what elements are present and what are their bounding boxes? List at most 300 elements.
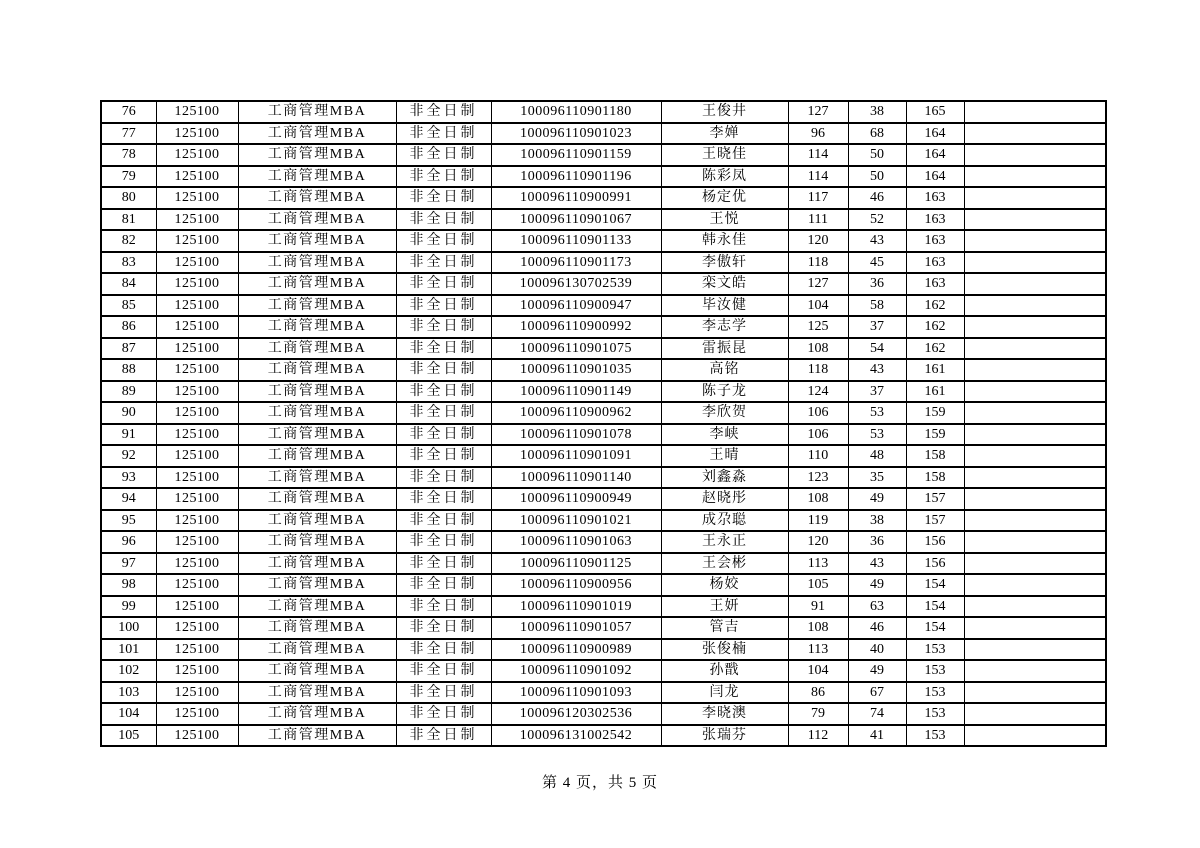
row-number-cell: 76 xyxy=(101,101,156,123)
remark-cell xyxy=(964,381,1106,403)
major-code-cell: 125100 xyxy=(156,553,238,575)
score-1-cell: 118 xyxy=(788,252,848,274)
total-score-cell: 159 xyxy=(906,424,964,446)
major-code-cell: 125100 xyxy=(156,424,238,446)
candidate-name-cell: 毕汝健 xyxy=(661,295,788,317)
study-mode-cell: 非全日制 xyxy=(396,467,491,489)
row-number-cell: 78 xyxy=(101,144,156,166)
study-mode-cell: 非全日制 xyxy=(396,617,491,639)
study-mode-cell: 非全日制 xyxy=(396,230,491,252)
remark-cell xyxy=(964,209,1106,231)
major-code-cell: 125100 xyxy=(156,488,238,510)
major-code-cell: 125100 xyxy=(156,187,238,209)
program-name-cell: 工商管理MBA xyxy=(238,467,396,489)
remark-cell xyxy=(964,123,1106,145)
table-row xyxy=(101,101,1106,123)
row-number-cell: 83 xyxy=(101,252,156,274)
score-1-cell: 113 xyxy=(788,553,848,575)
table-row xyxy=(101,359,1106,381)
exam-number-cell: 100096131002542 xyxy=(491,725,661,747)
row-number-cell: 93 xyxy=(101,467,156,489)
program-name-cell: 工商管理MBA xyxy=(238,703,396,725)
table-row xyxy=(101,381,1106,403)
total-score-cell: 159 xyxy=(906,402,964,424)
total-score-cell: 154 xyxy=(906,617,964,639)
score-1-cell: 120 xyxy=(788,230,848,252)
exam-number-cell: 100096110900947 xyxy=(491,295,661,317)
remark-cell xyxy=(964,402,1106,424)
remark-cell xyxy=(964,445,1106,467)
exam-number-cell: 100096110901196 xyxy=(491,166,661,188)
row-number-cell: 95 xyxy=(101,510,156,532)
major-code-cell: 125100 xyxy=(156,144,238,166)
row-number-cell: 97 xyxy=(101,553,156,575)
table-row xyxy=(101,531,1106,553)
study-mode-cell: 非全日制 xyxy=(396,553,491,575)
score-1-cell: 125 xyxy=(788,316,848,338)
row-number-cell: 91 xyxy=(101,424,156,446)
total-score-cell: 162 xyxy=(906,316,964,338)
remark-cell xyxy=(964,467,1106,489)
score-2-cell: 63 xyxy=(848,596,906,618)
exam-number-cell: 100096110901091 xyxy=(491,445,661,467)
total-score-cell: 158 xyxy=(906,445,964,467)
score-1-cell: 110 xyxy=(788,445,848,467)
row-number-cell: 82 xyxy=(101,230,156,252)
program-name-cell: 工商管理MBA xyxy=(238,273,396,295)
score-1-cell: 91 xyxy=(788,596,848,618)
total-score-cell: 153 xyxy=(906,703,964,725)
row-number-cell: 101 xyxy=(101,639,156,661)
table-row xyxy=(101,488,1106,510)
program-name-cell: 工商管理MBA xyxy=(238,295,396,317)
row-number-cell: 103 xyxy=(101,682,156,704)
program-name-cell: 工商管理MBA xyxy=(238,402,396,424)
score-2-cell: 43 xyxy=(848,359,906,381)
candidate-name-cell: 王妍 xyxy=(661,596,788,618)
candidate-name-cell: 王俊井 xyxy=(661,101,788,123)
exam-number-cell: 100096110901140 xyxy=(491,467,661,489)
major-code-cell: 125100 xyxy=(156,531,238,553)
candidate-name-cell: 王悦 xyxy=(661,209,788,231)
table-row xyxy=(101,338,1106,360)
major-code-cell: 125100 xyxy=(156,617,238,639)
row-number-cell: 87 xyxy=(101,338,156,360)
candidate-name-cell: 杨定优 xyxy=(661,187,788,209)
score-1-cell: 104 xyxy=(788,660,848,682)
study-mode-cell: 非全日制 xyxy=(396,316,491,338)
total-score-cell: 157 xyxy=(906,510,964,532)
score-2-cell: 37 xyxy=(848,381,906,403)
table-row xyxy=(101,316,1106,338)
exam-number-cell: 100096110901078 xyxy=(491,424,661,446)
remark-cell xyxy=(964,144,1106,166)
remark-cell xyxy=(964,252,1106,274)
total-score-cell: 153 xyxy=(906,660,964,682)
exam-number-cell: 100096110901125 xyxy=(491,553,661,575)
total-score-cell: 153 xyxy=(906,682,964,704)
remark-cell xyxy=(964,596,1106,618)
total-score-cell: 162 xyxy=(906,338,964,360)
exam-number-cell: 100096110901149 xyxy=(491,381,661,403)
table-row xyxy=(101,639,1106,661)
candidate-name-cell: 王会彬 xyxy=(661,553,788,575)
candidate-name-cell: 王晓佳 xyxy=(661,144,788,166)
major-code-cell: 125100 xyxy=(156,467,238,489)
candidate-name-cell: 李傲轩 xyxy=(661,252,788,274)
row-number-cell: 81 xyxy=(101,209,156,231)
remark-cell xyxy=(964,316,1106,338)
total-score-cell: 163 xyxy=(906,230,964,252)
score-2-cell: 58 xyxy=(848,295,906,317)
table-row xyxy=(101,424,1106,446)
exam-number-cell: 100096110901159 xyxy=(491,144,661,166)
score-2-cell: 53 xyxy=(848,424,906,446)
row-number-cell: 100 xyxy=(101,617,156,639)
study-mode-cell: 非全日制 xyxy=(396,338,491,360)
major-code-cell: 125100 xyxy=(156,273,238,295)
row-number-cell: 99 xyxy=(101,596,156,618)
study-mode-cell: 非全日制 xyxy=(396,123,491,145)
major-code-cell: 125100 xyxy=(156,166,238,188)
major-code-cell: 125100 xyxy=(156,230,238,252)
major-code-cell: 125100 xyxy=(156,316,238,338)
candidate-name-cell: 李志学 xyxy=(661,316,788,338)
score-2-cell: 74 xyxy=(848,703,906,725)
score-1-cell: 119 xyxy=(788,510,848,532)
score-2-cell: 49 xyxy=(848,574,906,596)
program-name-cell: 工商管理MBA xyxy=(238,725,396,747)
table-row xyxy=(101,402,1106,424)
score-2-cell: 49 xyxy=(848,660,906,682)
table-row xyxy=(101,230,1106,252)
exam-number-cell: 100096110901092 xyxy=(491,660,661,682)
total-score-cell: 156 xyxy=(906,553,964,575)
score-2-cell: 48 xyxy=(848,445,906,467)
candidate-name-cell: 雷振昆 xyxy=(661,338,788,360)
program-name-cell: 工商管理MBA xyxy=(238,639,396,661)
candidate-name-cell: 成尕聪 xyxy=(661,510,788,532)
major-code-cell: 125100 xyxy=(156,359,238,381)
row-number-cell: 102 xyxy=(101,660,156,682)
major-code-cell: 125100 xyxy=(156,101,238,123)
candidate-name-cell: 陈彩凤 xyxy=(661,166,788,188)
remark-cell xyxy=(964,531,1106,553)
exam-number-cell: 100096120302536 xyxy=(491,703,661,725)
program-name-cell: 工商管理MBA xyxy=(238,596,396,618)
candidate-name-cell: 韩永佳 xyxy=(661,230,788,252)
score-1-cell: 117 xyxy=(788,187,848,209)
exam-number-cell: 100096110901180 xyxy=(491,101,661,123)
score-1-cell: 86 xyxy=(788,682,848,704)
score-1-cell: 104 xyxy=(788,295,848,317)
row-number-cell: 80 xyxy=(101,187,156,209)
candidate-name-cell: 李峡 xyxy=(661,424,788,446)
study-mode-cell: 非全日制 xyxy=(396,209,491,231)
major-code-cell: 125100 xyxy=(156,295,238,317)
study-mode-cell: 非全日制 xyxy=(396,531,491,553)
row-number-cell: 92 xyxy=(101,445,156,467)
remark-cell xyxy=(964,639,1106,661)
table-row xyxy=(101,445,1106,467)
table-row xyxy=(101,617,1106,639)
major-code-cell: 125100 xyxy=(156,596,238,618)
table-row xyxy=(101,209,1106,231)
major-code-cell: 125100 xyxy=(156,660,238,682)
major-code-cell: 125100 xyxy=(156,209,238,231)
table-row xyxy=(101,703,1106,725)
candidate-name-cell: 李婵 xyxy=(661,123,788,145)
study-mode-cell: 非全日制 xyxy=(396,488,491,510)
study-mode-cell: 非全日制 xyxy=(396,187,491,209)
exam-number-cell: 100096110900991 xyxy=(491,187,661,209)
candidate-name-cell: 刘鑫淼 xyxy=(661,467,788,489)
remark-cell xyxy=(964,424,1106,446)
table-row xyxy=(101,553,1106,575)
study-mode-cell: 非全日制 xyxy=(396,445,491,467)
program-name-cell: 工商管理MBA xyxy=(238,359,396,381)
remark-cell xyxy=(964,488,1106,510)
study-mode-cell: 非全日制 xyxy=(396,682,491,704)
score-table-body xyxy=(101,101,1106,746)
exam-number-cell: 100096110901035 xyxy=(491,359,661,381)
program-name-cell: 工商管理MBA xyxy=(238,144,396,166)
study-mode-cell: 非全日制 xyxy=(396,252,491,274)
exam-number-cell: 100096110900962 xyxy=(491,402,661,424)
study-mode-cell: 非全日制 xyxy=(396,725,491,747)
program-name-cell: 工商管理MBA xyxy=(238,553,396,575)
remark-cell xyxy=(964,703,1106,725)
row-number-cell: 105 xyxy=(101,725,156,747)
remark-cell xyxy=(964,187,1106,209)
table-row xyxy=(101,660,1106,682)
row-number-cell: 104 xyxy=(101,703,156,725)
row-number-cell: 98 xyxy=(101,574,156,596)
score-2-cell: 40 xyxy=(848,639,906,661)
score-1-cell: 120 xyxy=(788,531,848,553)
study-mode-cell: 非全日制 xyxy=(396,402,491,424)
major-code-cell: 125100 xyxy=(156,682,238,704)
score-2-cell: 54 xyxy=(848,338,906,360)
total-score-cell: 158 xyxy=(906,467,964,489)
candidate-name-cell: 陈子龙 xyxy=(661,381,788,403)
total-score-cell: 162 xyxy=(906,295,964,317)
remark-cell xyxy=(964,230,1106,252)
exam-number-cell: 100096110900956 xyxy=(491,574,661,596)
remark-cell xyxy=(964,574,1106,596)
program-name-cell: 工商管理MBA xyxy=(238,445,396,467)
candidate-name-cell: 管吉 xyxy=(661,617,788,639)
table-row xyxy=(101,725,1106,747)
candidate-name-cell: 杨姣 xyxy=(661,574,788,596)
score-2-cell: 53 xyxy=(848,402,906,424)
program-name-cell: 工商管理MBA xyxy=(238,230,396,252)
score-1-cell: 113 xyxy=(788,639,848,661)
exam-number-cell: 100096110901023 xyxy=(491,123,661,145)
study-mode-cell: 非全日制 xyxy=(396,510,491,532)
row-number-cell: 77 xyxy=(101,123,156,145)
program-name-cell: 工商管理MBA xyxy=(238,381,396,403)
score-2-cell: 49 xyxy=(848,488,906,510)
total-score-cell: 153 xyxy=(906,639,964,661)
score-1-cell: 114 xyxy=(788,144,848,166)
total-score-cell: 154 xyxy=(906,596,964,618)
exam-number-cell: 100096110901067 xyxy=(491,209,661,231)
remark-cell xyxy=(964,553,1106,575)
program-name-cell: 工商管理MBA xyxy=(238,574,396,596)
score-1-cell: 123 xyxy=(788,467,848,489)
table-row xyxy=(101,467,1106,489)
score-2-cell: 67 xyxy=(848,682,906,704)
remark-cell xyxy=(964,617,1106,639)
study-mode-cell: 非全日制 xyxy=(396,144,491,166)
score-2-cell: 41 xyxy=(848,725,906,747)
study-mode-cell: 非全日制 xyxy=(396,424,491,446)
total-score-cell: 163 xyxy=(906,187,964,209)
table-row xyxy=(101,295,1106,317)
remark-cell xyxy=(964,101,1106,123)
major-code-cell: 125100 xyxy=(156,381,238,403)
table-row xyxy=(101,596,1106,618)
major-code-cell: 125100 xyxy=(156,402,238,424)
score-1-cell: 114 xyxy=(788,166,848,188)
score-1-cell: 108 xyxy=(788,338,848,360)
exam-number-cell: 100096110901063 xyxy=(491,531,661,553)
score-1-cell: 108 xyxy=(788,617,848,639)
remark-cell xyxy=(964,338,1106,360)
program-name-cell: 工商管理MBA xyxy=(238,531,396,553)
total-score-cell: 164 xyxy=(906,144,964,166)
major-code-cell: 125100 xyxy=(156,574,238,596)
score-2-cell: 36 xyxy=(848,273,906,295)
row-number-cell: 79 xyxy=(101,166,156,188)
row-number-cell: 88 xyxy=(101,359,156,381)
remark-cell xyxy=(964,682,1106,704)
row-number-cell: 94 xyxy=(101,488,156,510)
score-1-cell: 105 xyxy=(788,574,848,596)
total-score-cell: 161 xyxy=(906,359,964,381)
exam-number-cell: 100096110900949 xyxy=(491,488,661,510)
candidate-name-cell: 李晓澳 xyxy=(661,703,788,725)
row-number-cell: 85 xyxy=(101,295,156,317)
remark-cell xyxy=(964,295,1106,317)
program-name-cell: 工商管理MBA xyxy=(238,682,396,704)
program-name-cell: 工商管理MBA xyxy=(238,166,396,188)
score-1-cell: 124 xyxy=(788,381,848,403)
table-row xyxy=(101,187,1106,209)
score-2-cell: 37 xyxy=(848,316,906,338)
score-2-cell: 45 xyxy=(848,252,906,274)
study-mode-cell: 非全日制 xyxy=(396,101,491,123)
exam-number-cell: 100096110901133 xyxy=(491,230,661,252)
total-score-cell: 163 xyxy=(906,209,964,231)
program-name-cell: 工商管理MBA xyxy=(238,123,396,145)
candidate-name-cell: 李欣贺 xyxy=(661,402,788,424)
exam-number-cell: 100096110901021 xyxy=(491,510,661,532)
major-code-cell: 125100 xyxy=(156,338,238,360)
major-code-cell: 125100 xyxy=(156,639,238,661)
total-score-cell: 164 xyxy=(906,123,964,145)
exam-number-cell: 100096110900992 xyxy=(491,316,661,338)
candidate-name-cell: 王永正 xyxy=(661,531,788,553)
score-2-cell: 38 xyxy=(848,101,906,123)
major-code-cell: 125100 xyxy=(156,123,238,145)
total-score-cell: 163 xyxy=(906,273,964,295)
remark-cell xyxy=(964,725,1106,747)
program-name-cell: 工商管理MBA xyxy=(238,316,396,338)
study-mode-cell: 非全日制 xyxy=(396,660,491,682)
total-score-cell: 165 xyxy=(906,101,964,123)
score-2-cell: 52 xyxy=(848,209,906,231)
study-mode-cell: 非全日制 xyxy=(396,166,491,188)
table-row xyxy=(101,123,1106,145)
row-number-cell: 84 xyxy=(101,273,156,295)
total-score-cell: 156 xyxy=(906,531,964,553)
table-row xyxy=(101,510,1106,532)
program-name-cell: 工商管理MBA xyxy=(238,338,396,360)
study-mode-cell: 非全日制 xyxy=(396,295,491,317)
study-mode-cell: 非全日制 xyxy=(396,574,491,596)
remark-cell xyxy=(964,359,1106,381)
total-score-cell: 154 xyxy=(906,574,964,596)
major-code-cell: 125100 xyxy=(156,510,238,532)
table-row xyxy=(101,682,1106,704)
remark-cell xyxy=(964,660,1106,682)
table-row xyxy=(101,574,1106,596)
score-2-cell: 68 xyxy=(848,123,906,145)
candidate-name-cell: 张俊楠 xyxy=(661,639,788,661)
table-row xyxy=(101,252,1106,274)
candidate-name-cell: 高铭 xyxy=(661,359,788,381)
total-score-cell: 163 xyxy=(906,252,964,274)
remark-cell xyxy=(964,273,1106,295)
table-row xyxy=(101,166,1106,188)
major-code-cell: 125100 xyxy=(156,445,238,467)
score-2-cell: 36 xyxy=(848,531,906,553)
score-2-cell: 38 xyxy=(848,510,906,532)
page-footer: 第 4 页，共 5 页 xyxy=(541,775,658,791)
program-name-cell: 工商管理MBA xyxy=(238,510,396,532)
exam-number-cell: 100096110901173 xyxy=(491,252,661,274)
score-1-cell: 106 xyxy=(788,424,848,446)
program-name-cell: 工商管理MBA xyxy=(238,101,396,123)
program-name-cell: 工商管理MBA xyxy=(238,209,396,231)
major-code-cell: 125100 xyxy=(156,725,238,747)
score-2-cell: 43 xyxy=(848,230,906,252)
total-score-cell: 153 xyxy=(906,725,964,747)
score-1-cell: 79 xyxy=(788,703,848,725)
score-2-cell: 50 xyxy=(848,166,906,188)
score-1-cell: 111 xyxy=(788,209,848,231)
row-number-cell: 90 xyxy=(101,402,156,424)
score-1-cell: 112 xyxy=(788,725,848,747)
candidate-name-cell: 闫龙 xyxy=(661,682,788,704)
score-table xyxy=(100,100,1107,747)
score-1-cell: 108 xyxy=(788,488,848,510)
score-2-cell: 46 xyxy=(848,187,906,209)
score-2-cell: 43 xyxy=(848,553,906,575)
program-name-cell: 工商管理MBA xyxy=(238,660,396,682)
program-name-cell: 工商管理MBA xyxy=(238,488,396,510)
score-1-cell: 106 xyxy=(788,402,848,424)
study-mode-cell: 非全日制 xyxy=(396,596,491,618)
study-mode-cell: 非全日制 xyxy=(396,273,491,295)
score-1-cell: 96 xyxy=(788,123,848,145)
total-score-cell: 157 xyxy=(906,488,964,510)
exam-number-cell: 100096110901019 xyxy=(491,596,661,618)
major-code-cell: 125100 xyxy=(156,703,238,725)
table-row xyxy=(101,144,1106,166)
